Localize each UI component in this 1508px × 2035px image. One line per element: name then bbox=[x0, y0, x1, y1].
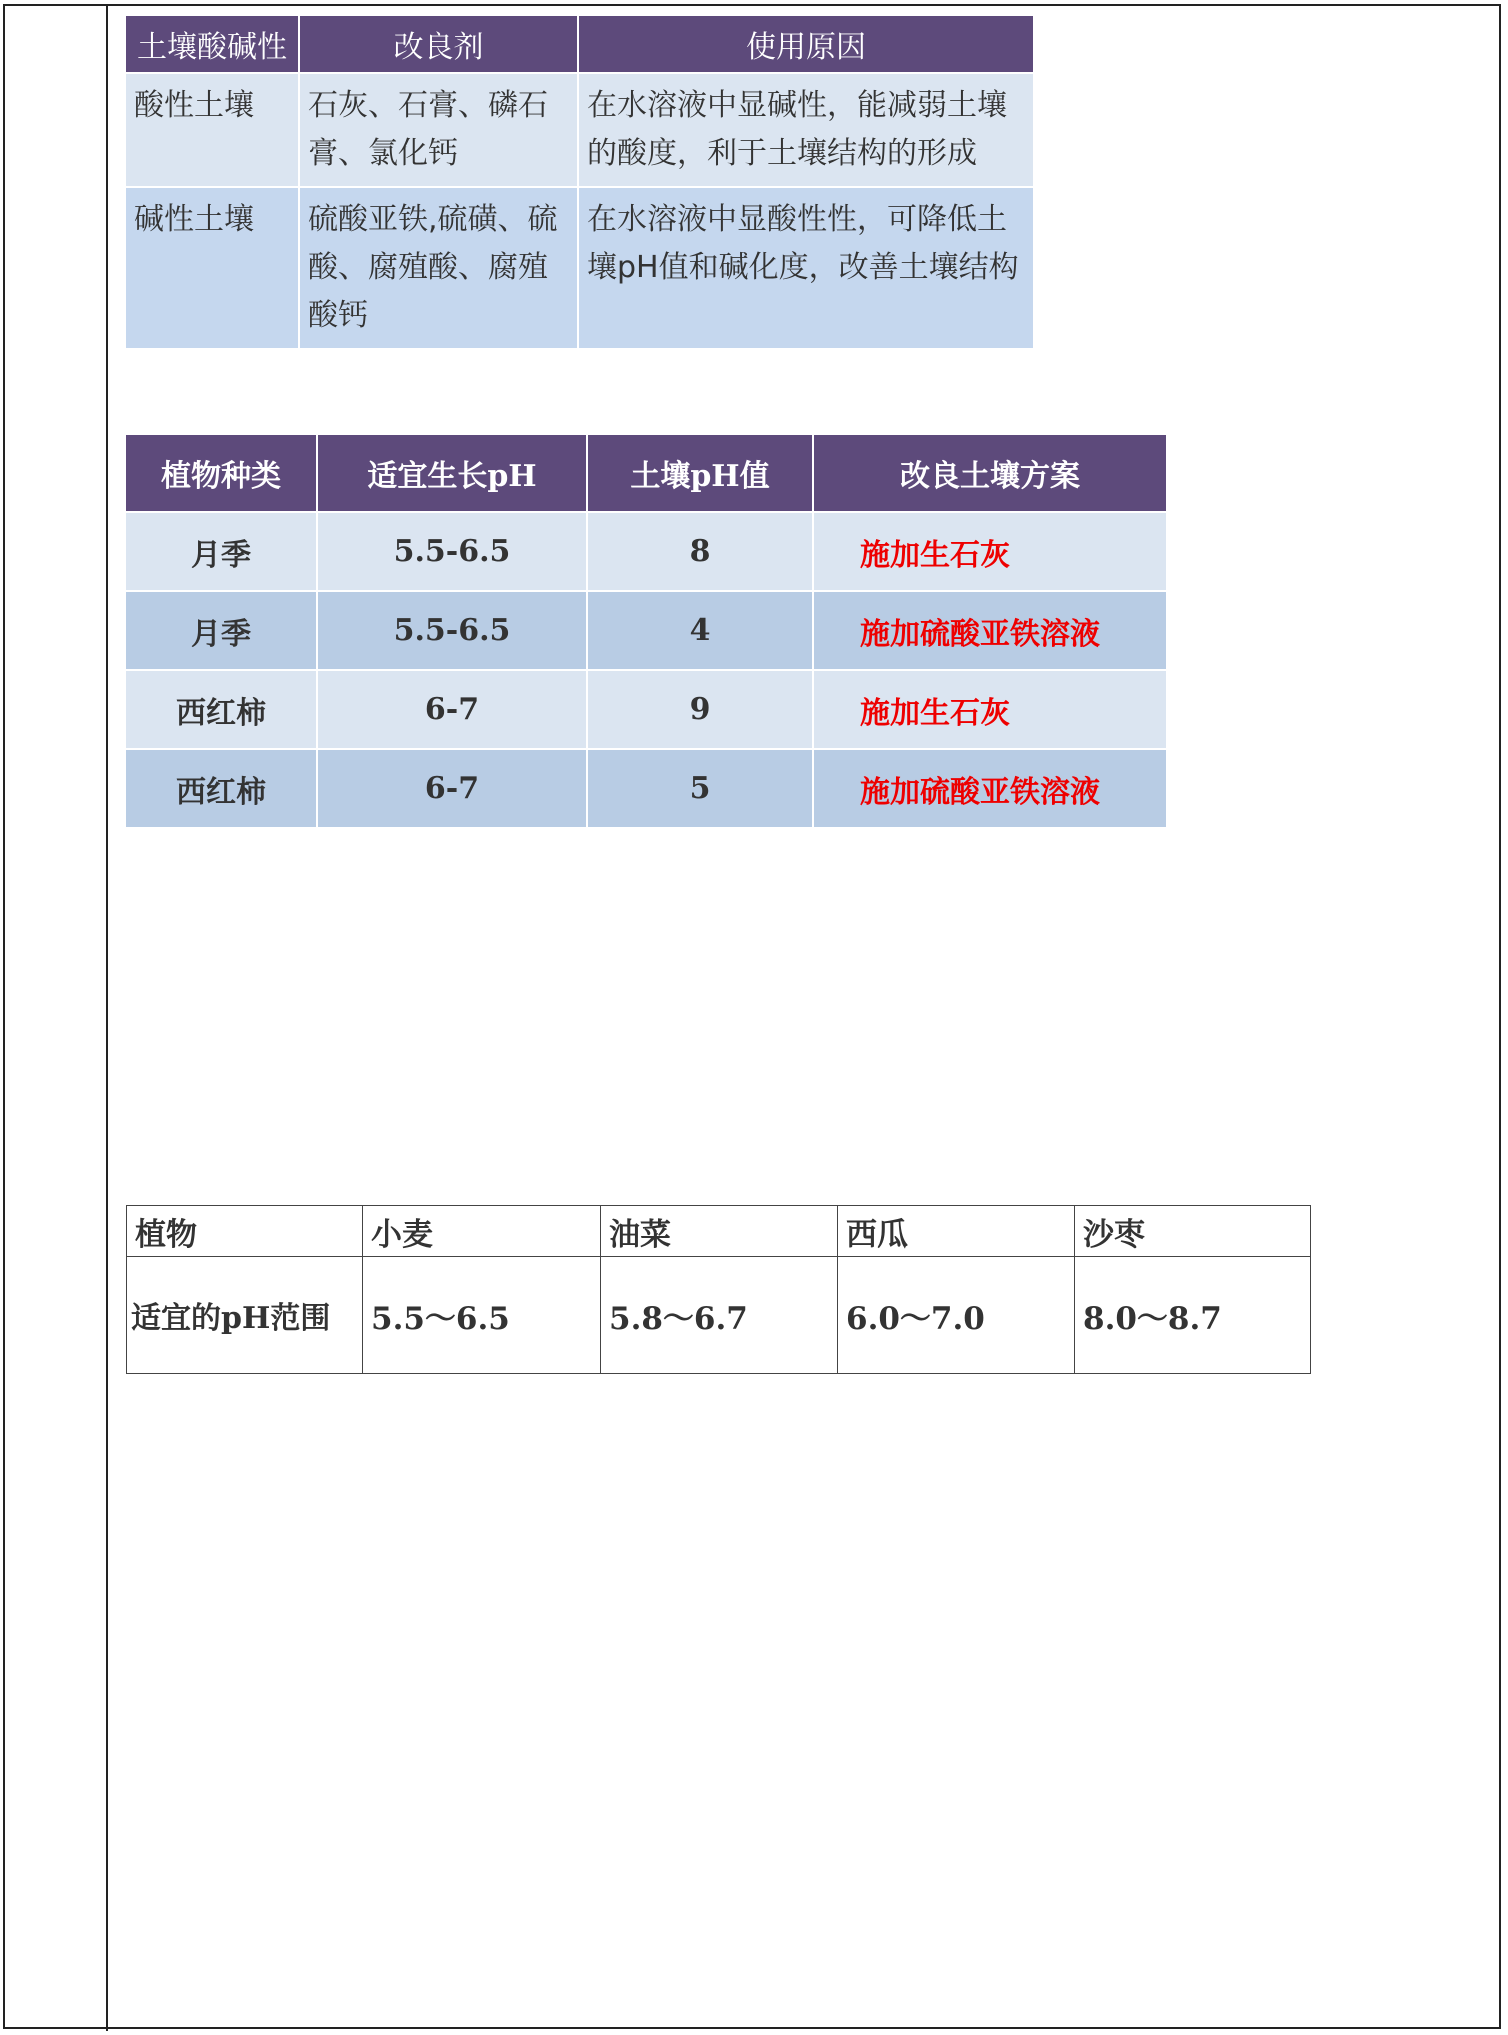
crop-ph-range-table bbox=[126, 1205, 1311, 1374]
plant: 西瓜 bbox=[838, 1206, 1075, 1257]
margin-divider bbox=[106, 4, 108, 2031]
table-row bbox=[126, 591, 1167, 670]
plant: 月季 bbox=[126, 591, 317, 670]
table-row bbox=[126, 749, 1167, 827]
plant-ph-plan-table bbox=[126, 435, 1168, 827]
soil-amendment-table bbox=[126, 16, 1035, 348]
header-cell: 使用原因 bbox=[578, 16, 1034, 73]
ph-range: 5.5～6.5 bbox=[363, 1257, 601, 1374]
soil-ph: 5 bbox=[587, 749, 813, 827]
ph-range: 5.8～6.7 bbox=[601, 1257, 838, 1374]
plant: 小麦 bbox=[363, 1206, 601, 1257]
plant: 西红柿 bbox=[126, 670, 317, 749]
header-cell: 改良土壤方案 bbox=[813, 435, 1167, 512]
header-cell: 改良剂 bbox=[299, 16, 578, 73]
suitable-ph: 6-7 bbox=[317, 670, 587, 749]
header-cell: 土壤酸碱性 bbox=[126, 16, 299, 73]
amendment: 石灰、石膏、磷石膏、氯化钙 bbox=[299, 73, 578, 187]
suitable-ph: 5.5-6.5 bbox=[317, 591, 587, 670]
amendment: 硫酸亚铁,硫磺、硫酸、腐殖酸、腐殖酸钙 bbox=[299, 187, 578, 348]
ph-range: 8.0～8.7 bbox=[1075, 1257, 1311, 1374]
plan: 施加生石灰 bbox=[813, 512, 1167, 591]
header-cell: 植物种类 bbox=[126, 435, 317, 512]
table-row bbox=[126, 512, 1167, 591]
soil-ph: 9 bbox=[587, 670, 813, 749]
table-row bbox=[127, 1257, 1311, 1374]
plant: 月季 bbox=[126, 512, 317, 591]
soil-ph: 8 bbox=[587, 512, 813, 591]
plant: 沙枣 bbox=[1075, 1206, 1311, 1257]
header-cell: 土壤pH值 bbox=[587, 435, 813, 512]
plan: 施加硫酸亚铁溶液 bbox=[813, 749, 1167, 827]
row-label: 适宜的pH范围 bbox=[127, 1257, 363, 1374]
suitable-ph: 6-7 bbox=[317, 749, 587, 827]
reason: 在水溶液中显碱性，能减弱土壤的酸度，利于土壤结构的形成 bbox=[578, 73, 1034, 187]
soil-type: 酸性土壤 bbox=[126, 73, 299, 187]
table-row bbox=[126, 670, 1167, 749]
row-label: 植物 bbox=[127, 1206, 363, 1257]
reason: 在水溶液中显酸性性，可降低土壤pH值和碱化度，改善土壤结构 bbox=[578, 187, 1034, 348]
suitable-ph: 5.5-6.5 bbox=[317, 512, 587, 591]
ph-range: 6.0～7.0 bbox=[838, 1257, 1075, 1374]
plant: 西红柿 bbox=[126, 749, 317, 827]
plan: 施加生石灰 bbox=[813, 670, 1167, 749]
plant: 油菜 bbox=[601, 1206, 838, 1257]
table-row bbox=[126, 187, 1034, 348]
soil-ph: 4 bbox=[587, 591, 813, 670]
table-row bbox=[127, 1206, 1311, 1257]
table-row bbox=[126, 73, 1034, 187]
header-cell: 适宜生长pH bbox=[317, 435, 587, 512]
soil-type: 碱性土壤 bbox=[126, 187, 299, 348]
plan: 施加硫酸亚铁溶液 bbox=[813, 591, 1167, 670]
